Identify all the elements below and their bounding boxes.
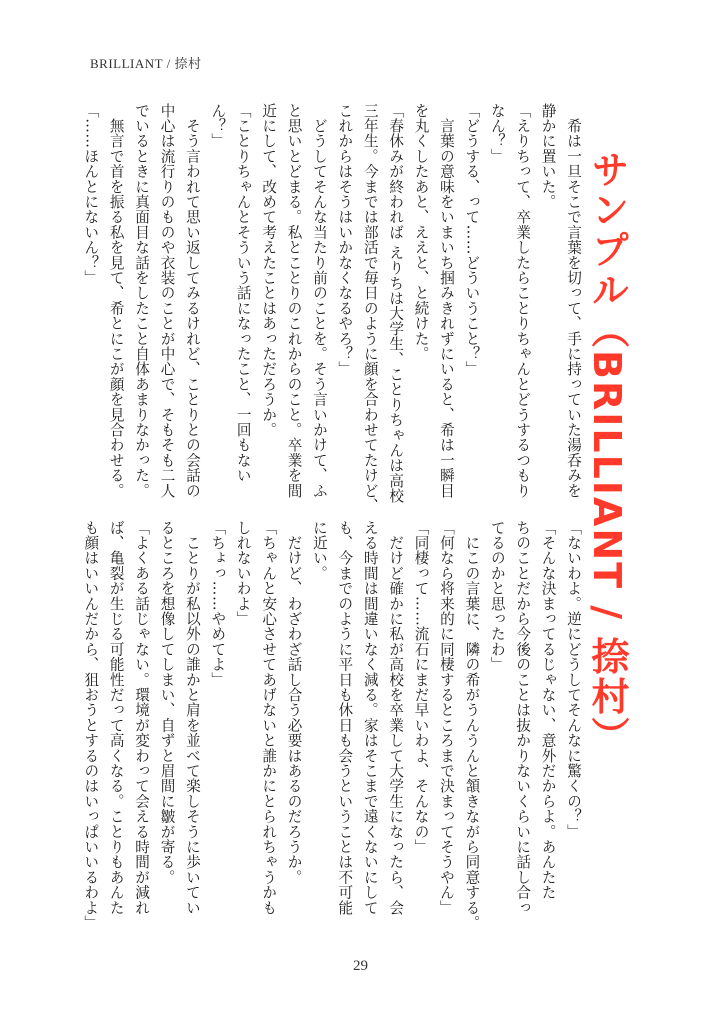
text-line: そう言われて思い返してみるけれど、ことりとの会話の [183, 103, 201, 499]
text-line: える時間は間違いなく減る。家はそこまで遠くないにして [361, 520, 379, 916]
text-line: 「どうする、って……どういうこと？」 [463, 103, 481, 377]
text-line: 無言で首を振る私を見て、希とにこが顔を見合わせる。 [107, 103, 125, 499]
text-line: 三年生。今までは部活で毎日のように顔を合わせてたけど、 [361, 103, 379, 514]
text-line: 「ちゃんと安心させてあげないと誰かにとられちゃうかも [260, 520, 278, 916]
text-line: ちのことだから今後のことは抜かりないくらいに話し合っ [514, 520, 532, 916]
running-header: BRILLIANT / 捺村 [90, 56, 202, 71]
text-line: を丸くしたあと、ええと、と続けた。 [412, 103, 430, 362]
text-line: なん？」 [488, 103, 506, 164]
text-line: 「何なら将来的に同棲するところまで決まってそうやん」 [437, 520, 455, 916]
text-line: ん？」 [209, 103, 227, 149]
text-line: てるのかと思ったわ」 [488, 520, 506, 672]
text-line: でいるときに真面目な話をしたこと自体あまりなかった。 [133, 103, 151, 499]
text-line: も顔はいいんだから、狙おうとするのはいっぱいいるわよ」 [82, 520, 100, 931]
text-line: 言葉の意味をいまいち掴みきれずにいると、希は一瞬目 [437, 103, 455, 499]
text-line: 「同棲って……流石にまだ早いわよ、そんなの」 [412, 520, 430, 855]
text-line: 「ことりちゃんとそういう話になったこと、一回もない [234, 103, 252, 483]
text-line: 静かに置いた。 [539, 103, 557, 210]
text-line: にこの言葉に、隣の希がうんうんと頷きながら同意する。 [463, 520, 481, 931]
text-line: に近い。 [310, 520, 328, 581]
text-line: しれないわよ」 [234, 520, 252, 627]
upper-text-block [78, 103, 586, 514]
text-line: 「よくある話じゃない。環境が変わって会える時間が減れ [133, 520, 151, 916]
text-line: 「……ほんとにないん？」 [82, 103, 100, 286]
text-line: ことりが私以外の誰かと肩を並べて楽しそうに歩いてい [183, 520, 201, 916]
sample-watermark: サンプル（BRILLIANT / 捺村） [585, 150, 629, 757]
text-line: だけど、わざわざ話し合う必要はあるのだろうか。 [285, 520, 303, 885]
text-line: だけど確かに私が高校を卒業して大学生になったら、会 [387, 520, 405, 916]
text-line: 「えりちって、卒業したらことりちゃんとどうするつもり [514, 103, 532, 499]
page-number: 29 [353, 958, 368, 974]
text-line: と思いとどまる。私とことりのこれからのこと。卒業を間 [285, 103, 303, 499]
text-line: 近にして、改めて考えたことはあっただろうか。 [260, 103, 278, 438]
text-line: るところを想像してしまい、自ずと眉間に皺が寄る。 [158, 520, 176, 885]
text-line: ば、亀裂が生じる可能性だって高くなる。ことりもあんた [107, 520, 125, 916]
lower-text-block [78, 520, 586, 931]
text-line: これからはそうはいかなくなるやろ？」 [336, 103, 354, 377]
text-line: 「春休みが終われば えりちは大学生、ことりちゃんは高校 [387, 103, 405, 504]
text-line: 「ないわよ。逆にどうしてそんなに驚くの？」 [565, 520, 582, 840]
text-line: 中心は流行りのものや衣装のことが中心で、そもそも二人 [158, 103, 176, 499]
text-line: どうしてそんな当たり前のことを。そう言いかけて、ふ [310, 103, 328, 499]
text-line: 「ちょっ……やめてよ」 [209, 520, 227, 688]
text-line: 希は一旦そこで言葉を切って、手に持っていた湯呑みを [565, 103, 582, 499]
text-line: 「そんな決まってるじゃない、意外だからよ。あんたた [539, 520, 557, 900]
text-line: も、今までのように平日も休日も会うということは不可能 [336, 520, 354, 916]
